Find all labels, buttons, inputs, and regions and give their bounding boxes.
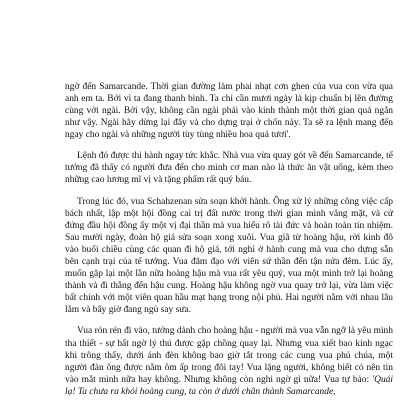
- paragraph-4-text: Vua rón rén đi vào, tưởng dành cho hoàng hậu - người mà vua vẫn ngỡ là yêu mình tha thiết - sự bất ngờ lý thú được gặp chồng quay lại. Nhưng vua xiết bao kinh ngạc khi trông thấy, dưới ánh đèn không bao giờ tắt trong các cung vua phủ chúa, một người đàn ông được nằm ôm ấp trong đôi tay! Vua lặng người, không biết có nên tin vào mắt mình nữa hay không. Nhưng không còn nghi ngờ gì nữa! Vua tự bảo:: [65, 326, 393, 385]
- paragraph-2: Lệnh đó được thi hành ngay tức khắc. Nhà vua vừa quay gót về đến Samarcande, tể tướng đã thấy có người đưa đến cho mình cơ man nào là thức ăn vật uống, kèm theo những cao lương mĩ vị và tặng phẩm rất quý báu.: [65, 151, 393, 186]
- paragraph-4: [65, 325, 393, 398]
- body-text: [65, 81, 393, 398]
- paragraph-1: ngờ đến Samarcande. Thời gian đường làm phai nhạt cơn ghen của vua con vừa qua anh em ta. Bởi vì ta đang thanh bình. Ta chỉ cần mươi ngày là kịp chuẩn bị lên đường cùng với ngài. Bởi vậy, không cần ngài phải vào kinh thành một thời gian quá ngắn như vậy. Ngài hãy dừng lại đây và cho dựng trại ở chốn này. Ta sẽ ra lệnh mang đến ngay cho ngài và những người tùy tùng nhiều hoa quả tươi'.: [65, 81, 393, 141]
- paragraph-3: Trong lúc đó, vua Schahzenan sửa soạn khởi hành. Ông xử lý những công việc cấp bách nhất, lập một hội đồng cai trị đất nước trong thời gian mình vắng mặt, và cử đứng đầu hội đồng ấy một vị đại thần mà vua hiểu rõ tài đức và hoàn toàn tín nhiệm. Sau mười ngày, đoàn hộ giá sửa soạn xong xuôi. Vua giã từ hoàng hậu, rời kinh đô vào buổi chiều cùng các quan đi hộ giá, tới nghỉ ở hành cung mà vua cho dựng sẵn bên cạnh trại của tể tướng. Vua đãm đạo với viên sứ thần đến tận nửa đêm. Lúc ấy, muốn gặp lại một lần nữa hoàng hậu mà vua rất yêu quý, vua một mình trở lại hoàng thành và đi thẳng đến hậu cung. Hoàng hậu không ngờ vua quay trở lại, vừa làm việc bất chính với một viên quan hầu mạt hạng trong nội phủ. Hai người nằm với nhau lâu lắm và bây giờ đang ngủ say sưa.: [65, 196, 393, 316]
- paragraph-4-italic-quote: 'Quái lạ! Ta chưa ra khỏi hoàng cung, ta còn ở dưới chân thành Samarcande,: [65, 374, 394, 397]
